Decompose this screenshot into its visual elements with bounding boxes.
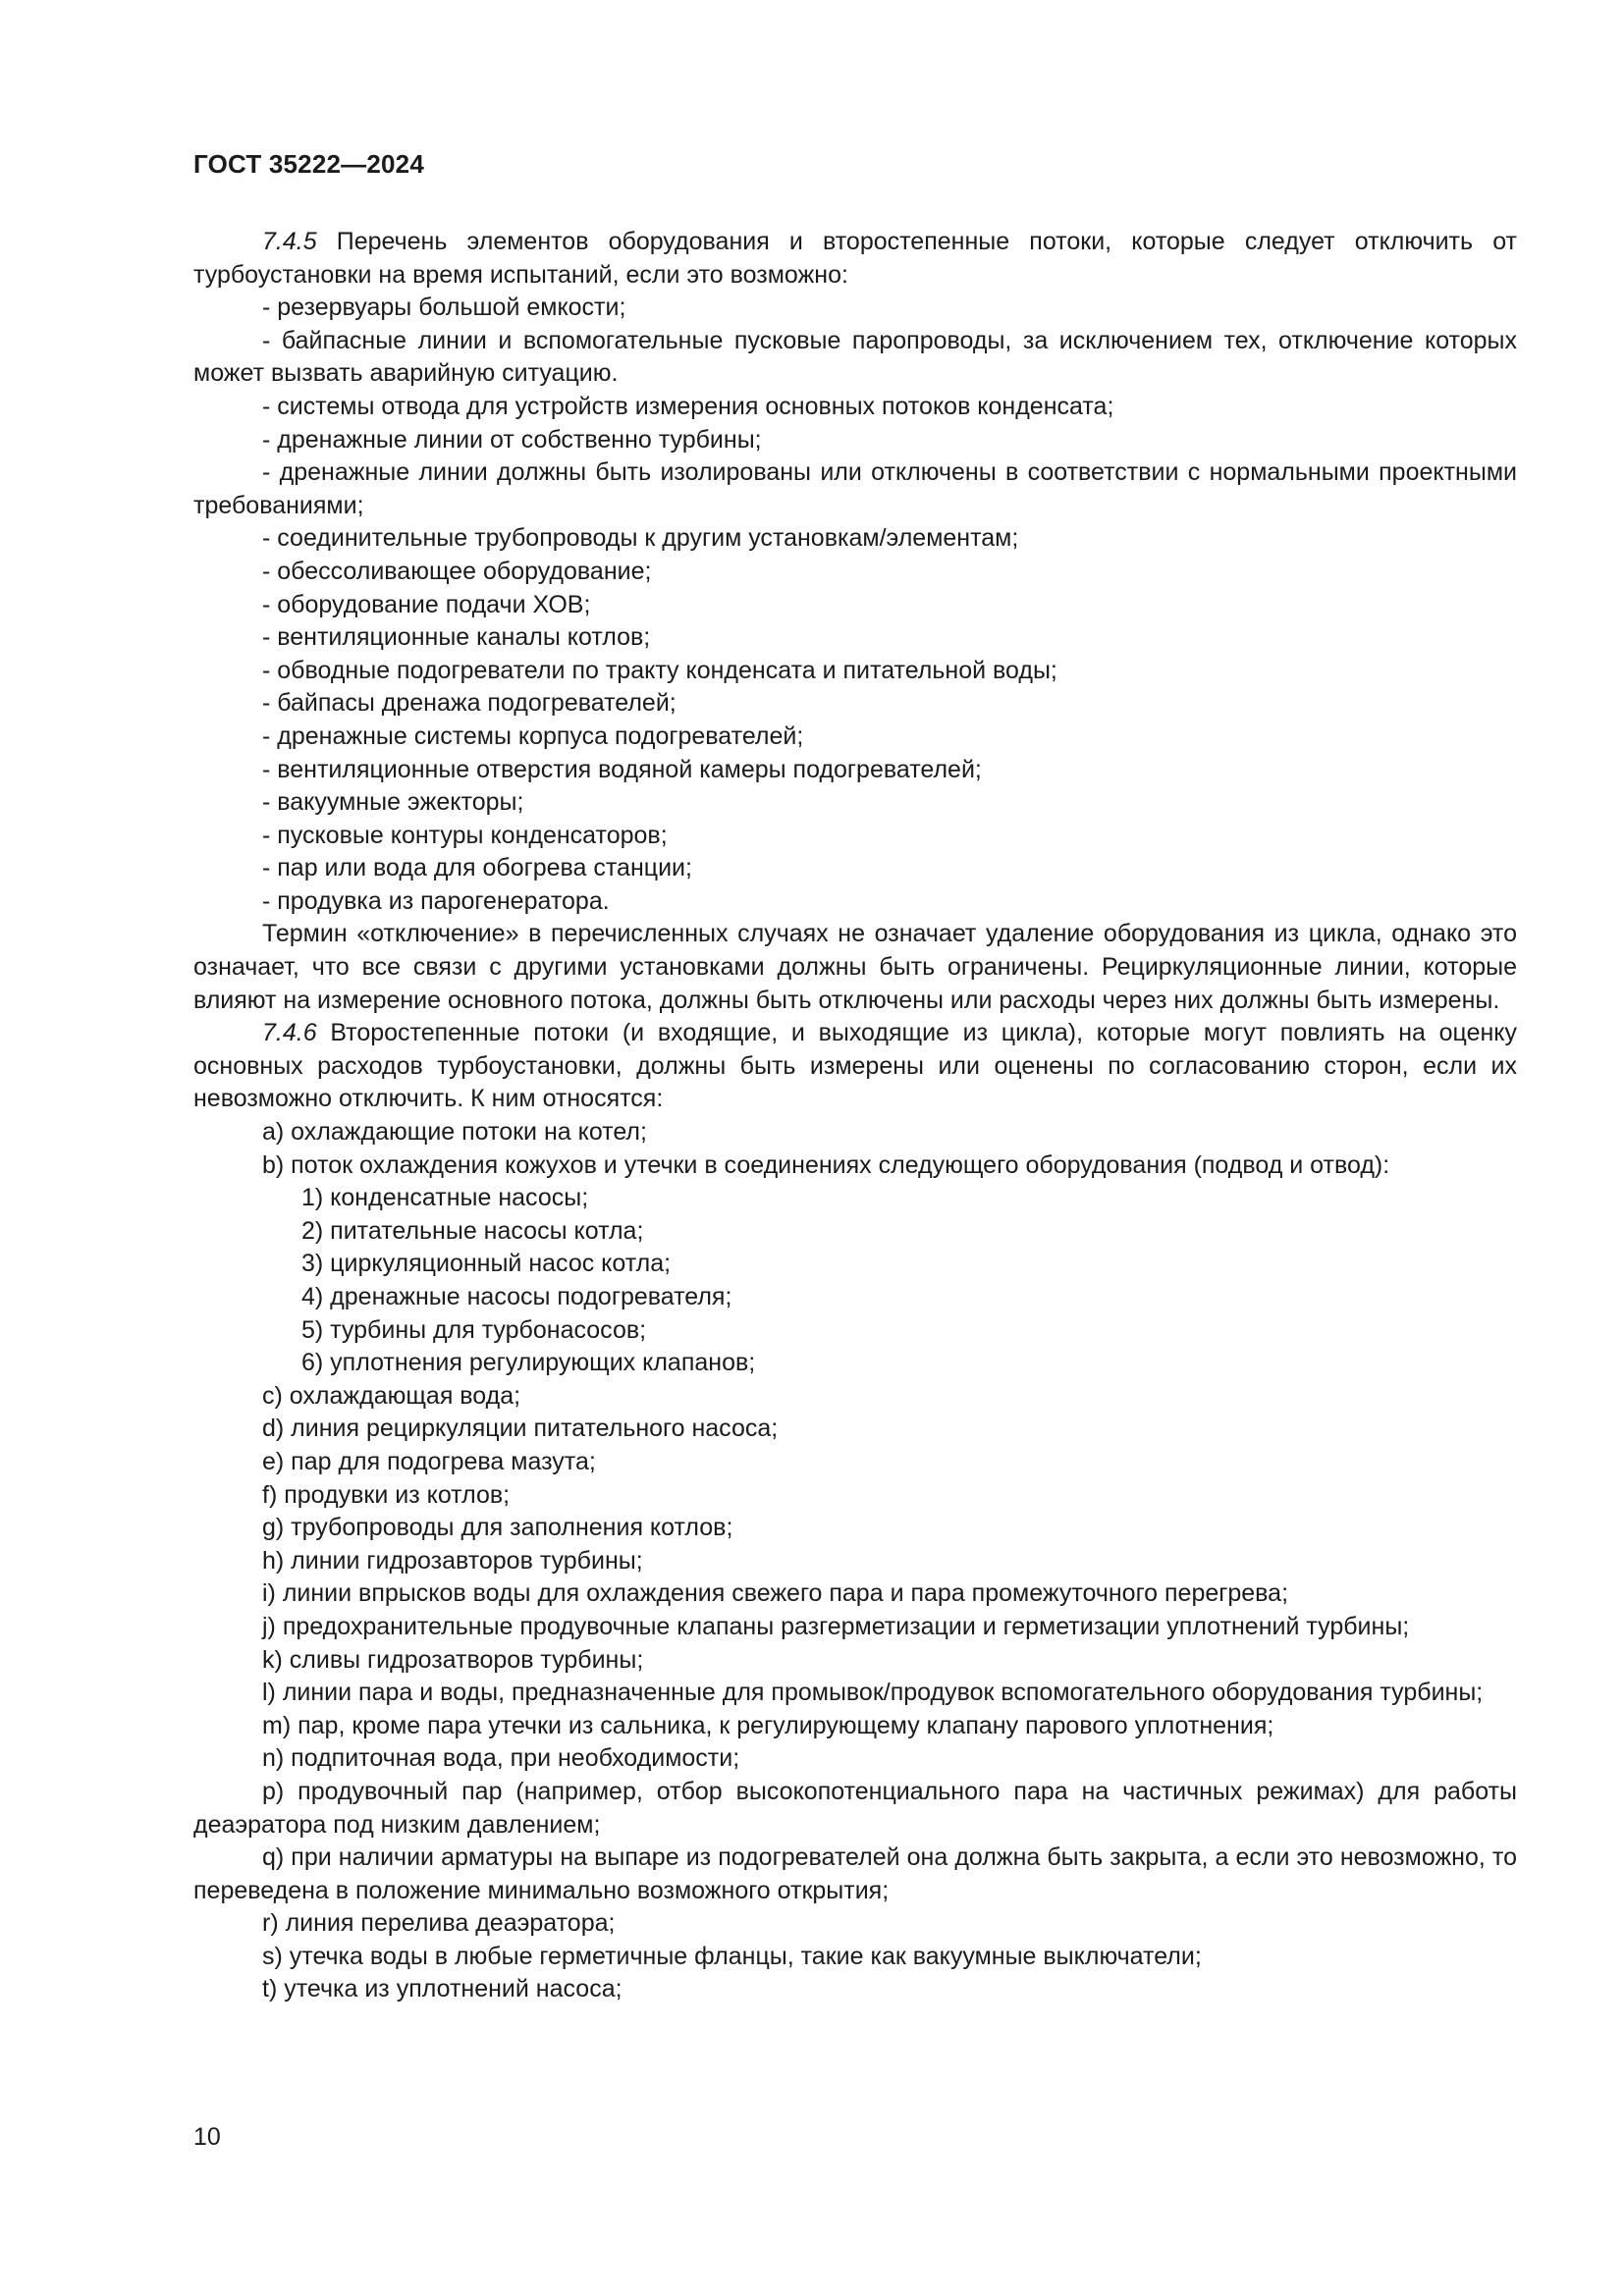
sub-list-item: 6) уплотнения регулирующих клапанов; <box>301 1349 756 1377</box>
list-item: - соединительные трубопроводы к другим установкам/элементам; <box>262 524 1019 553</box>
page-number: 10 <box>193 2123 221 2151</box>
list-item: j) предохранительные продувочные клапаны разгерметизации и герметизации уплотнений турбины; <box>262 1612 1410 1640</box>
list-item: l) линии пара и воды, предназначенные для промывок/продувок вспомогательного оборудования турбины; <box>262 1679 1484 1707</box>
list-item: h) линии гидрозавторов турбины; <box>262 1546 643 1575</box>
section-number: 7.4.5 <box>262 228 317 255</box>
list-item: - дренажные линии должны быть изолированы или отключены в соответствии с нормальными проектными требованиями; <box>193 458 1517 519</box>
section-7-4-6-intro <box>193 1017 1517 1116</box>
list-item: - вентиляционные каналы котлов; <box>262 623 651 652</box>
list-item: - системы отвода для устройств измерения основных потоков конденсата; <box>262 392 1114 420</box>
list-item: - дренажные системы корпуса подогревателей; <box>262 721 804 750</box>
document-body <box>193 226 1517 2006</box>
list-item: g) трубопроводы для заполнения котлов; <box>262 1514 733 1542</box>
sub-list-item: 2) питательные насосы котла; <box>301 1216 644 1245</box>
list-item: k) сливы гидрозатворов турбины; <box>262 1645 644 1674</box>
list-item: s) утечка воды в любые герметичные фланцы, такие как вакуумные выключатели; <box>262 1942 1202 1970</box>
section-intro-text: Второстепенные потоки (и входящие, и выходящие из цикла), которые могут повлиять на оценку основных расходов турбоустановки, должны быть измерены или оценены по согласованию сторон, если их невозможно отключить. К ним относятся: <box>193 1019 1517 1113</box>
list-item: - обессоливающее оборудование; <box>262 557 652 585</box>
section-7-4-5-intro <box>193 226 1517 292</box>
list-item: - продувка из парогенератора. <box>262 886 610 915</box>
list-item: a) охлаждающие потоки на котел; <box>262 1118 647 1147</box>
sub-list-item: 4) дренажные насосы подогревателя; <box>301 1283 732 1310</box>
list-item: r) линия перелива деаэратора; <box>262 1909 616 1938</box>
list-item: n) подпиточная вода, при необходимости; <box>262 1744 740 1773</box>
sub-list-item: 3) циркуляционный насос котла; <box>301 1250 672 1278</box>
sub-list-item: 1) конденсатные насосы; <box>301 1184 589 1212</box>
list-item: d) линия рециркуляции питательного насоса; <box>262 1415 779 1443</box>
list-item: i) линии впрысков воды для охлаждения свежего пара и пара промежуточного перегрева; <box>262 1579 1289 1608</box>
sub-list-item: 5) турбины для турбонасосов; <box>301 1315 647 1344</box>
list-item: - оборудование подачи ХОВ; <box>262 590 591 618</box>
list-item: - резервуары большой емкости; <box>262 294 626 322</box>
list-item: f) продувки из котлов; <box>262 1480 511 1509</box>
list-item: e) пар для подогрева мазута; <box>262 1447 596 1475</box>
list-item: - байпасы дренажа подогревателей; <box>262 689 677 718</box>
list-item: c) охлаждающая вода; <box>262 1381 521 1410</box>
section-7-4-5-note: Термин «отключение» в перечисленных случаях не означает удаление оборудования из цикла, однако это означает, что все связи с другими установками должны быть ограничены. Рециркуляционные линии, которые влияют на измерение основного потока, должны быть отключены или расходы через них должны быть измерены. <box>193 920 1517 1014</box>
list-item: - байпасные линии и вспомогательные пусковые паропроводы, за исключением тех, отключение которых может вызвать аварийную ситуацию. <box>193 326 1517 388</box>
list-item: - обводные подогреватели по тракту конденсата и питательной воды; <box>262 656 1057 684</box>
list-item: - дренажные линии от собственно турбины; <box>262 425 762 454</box>
section-number: 7.4.6 <box>262 1019 317 1047</box>
document-header: ГОСТ 35222—2024 <box>193 149 424 179</box>
section-intro-text: Перечень элементов оборудования и второстепенные потоки, которые следует отключить от турбоустановки на время испытаний, если это возможно: <box>193 228 1517 289</box>
list-item: m) пар, кроме пара утечки из сальника, к регулирующему клапану парового уплотнения; <box>262 1711 1274 1739</box>
list-item: - вентиляционные отверстия водяной камеры подогревателей; <box>262 755 982 783</box>
list-item: q) при наличии арматуры на выпаре из подогревателей она должна быть закрыта, а если это невозможно, то переведена в положение минимально возможного открытия; <box>193 1843 1517 1904</box>
list-item: - пусковые контуры конденсаторов; <box>262 821 668 849</box>
list-item: p) продувочный пар (например, отбор высокопотенциального пара на частичных режимах) для работы деаэратора под низким давлением; <box>193 1777 1517 1839</box>
list-item: - вакуумные эжекторы; <box>262 788 524 817</box>
list-item: t) утечка из уплотнений насоса; <box>262 1975 623 2003</box>
list-item: - пар или вода для обогрева станции; <box>262 854 692 882</box>
list-item: b) поток охлаждения кожухов и утечки в соединениях следующего оборудования (подвод и отвод): <box>262 1150 1390 1179</box>
